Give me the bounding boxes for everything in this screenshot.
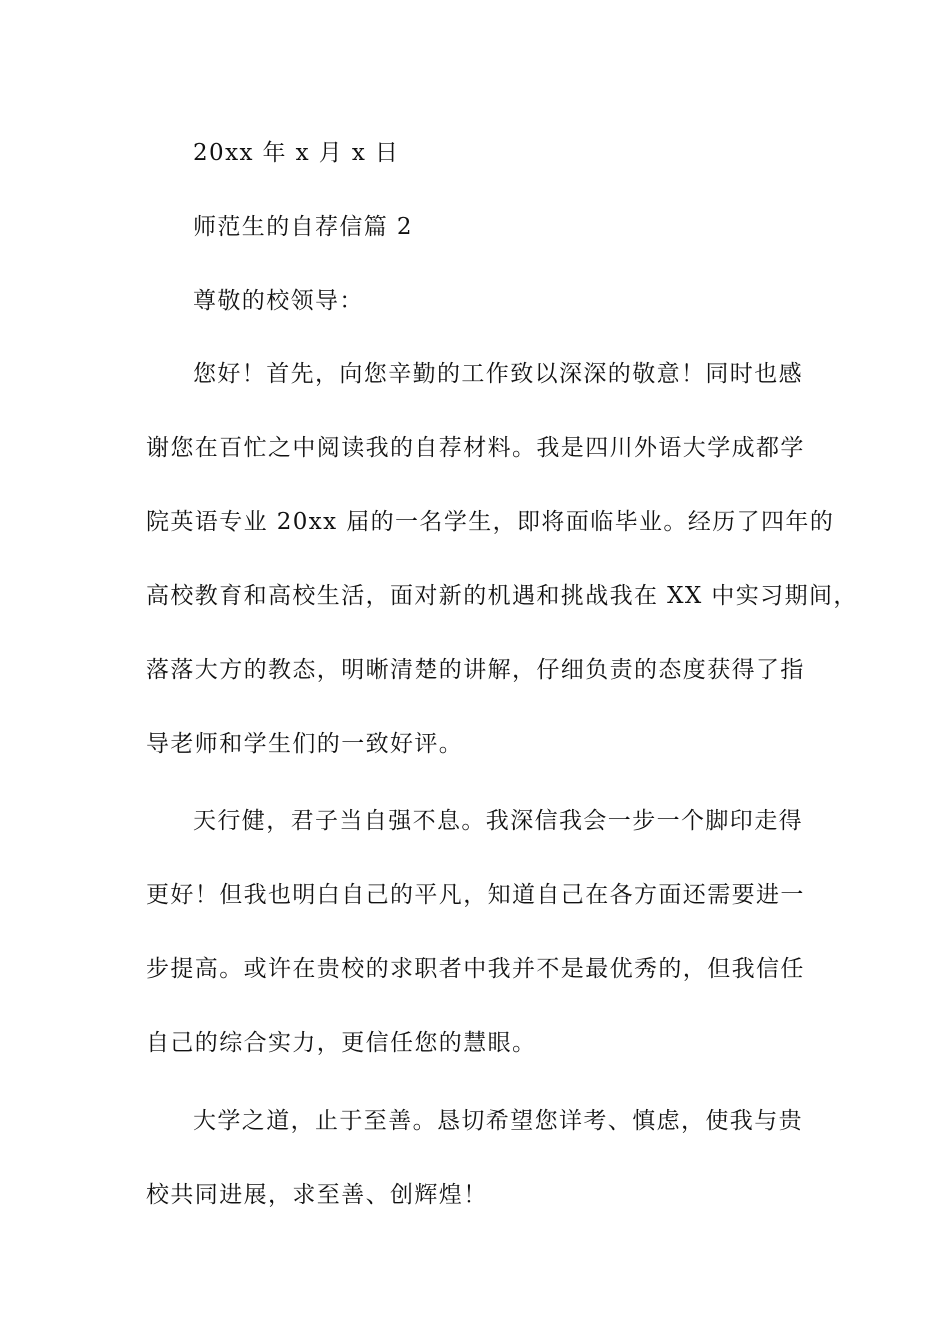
paragraph-line: 自己的综合实力，更信任您的慧眼。 — [146, 1030, 537, 1056]
paragraph-line: 落落大方的教态，明晰清楚的讲解，仔细负责的态度获得了指 — [146, 657, 805, 683]
paragraph-line: 高校教育和高校生活，面对新的机遇和挑战我在 XX 中实习期间， — [146, 583, 858, 609]
paragraph-line: 院英语专业 20xx 届的一名学生，即将面临毕业。经历了四年的 — [146, 509, 835, 535]
paragraph-line: 谢您在百忙之中阅读我的自荐材料。我是四川外语大学成都学 — [146, 435, 805, 461]
date-line: 20xx 年 x 月 x 日 — [193, 140, 400, 166]
paragraph-line: 您好！首先，向您辛勤的工作致以深深的敬意！同时也感 — [193, 361, 803, 387]
salutation: 尊敬的校领导： — [193, 288, 364, 314]
paragraph-line: 大学之道，止于至善。恳切希望您详考、慎虑，使我与贵 — [193, 1108, 803, 1134]
paragraph-line: 天行健，君子当自强不息。我深信我会一步一个脚印走得 — [193, 808, 803, 834]
paragraph-line: 校共同进展，求至善、创辉煌！ — [146, 1182, 488, 1208]
paragraph-line: 导老师和学生们的一致好评。 — [146, 731, 464, 757]
paragraph-line: 步提高。或许在贵校的求职者中我并不是最优秀的，但我信任 — [146, 956, 805, 982]
letter-heading: 师范生的自荐信篇 2 — [193, 214, 413, 240]
paragraph-line: 更好！但我也明白自己的平凡，知道自己在各方面还需要进一 — [146, 882, 805, 908]
